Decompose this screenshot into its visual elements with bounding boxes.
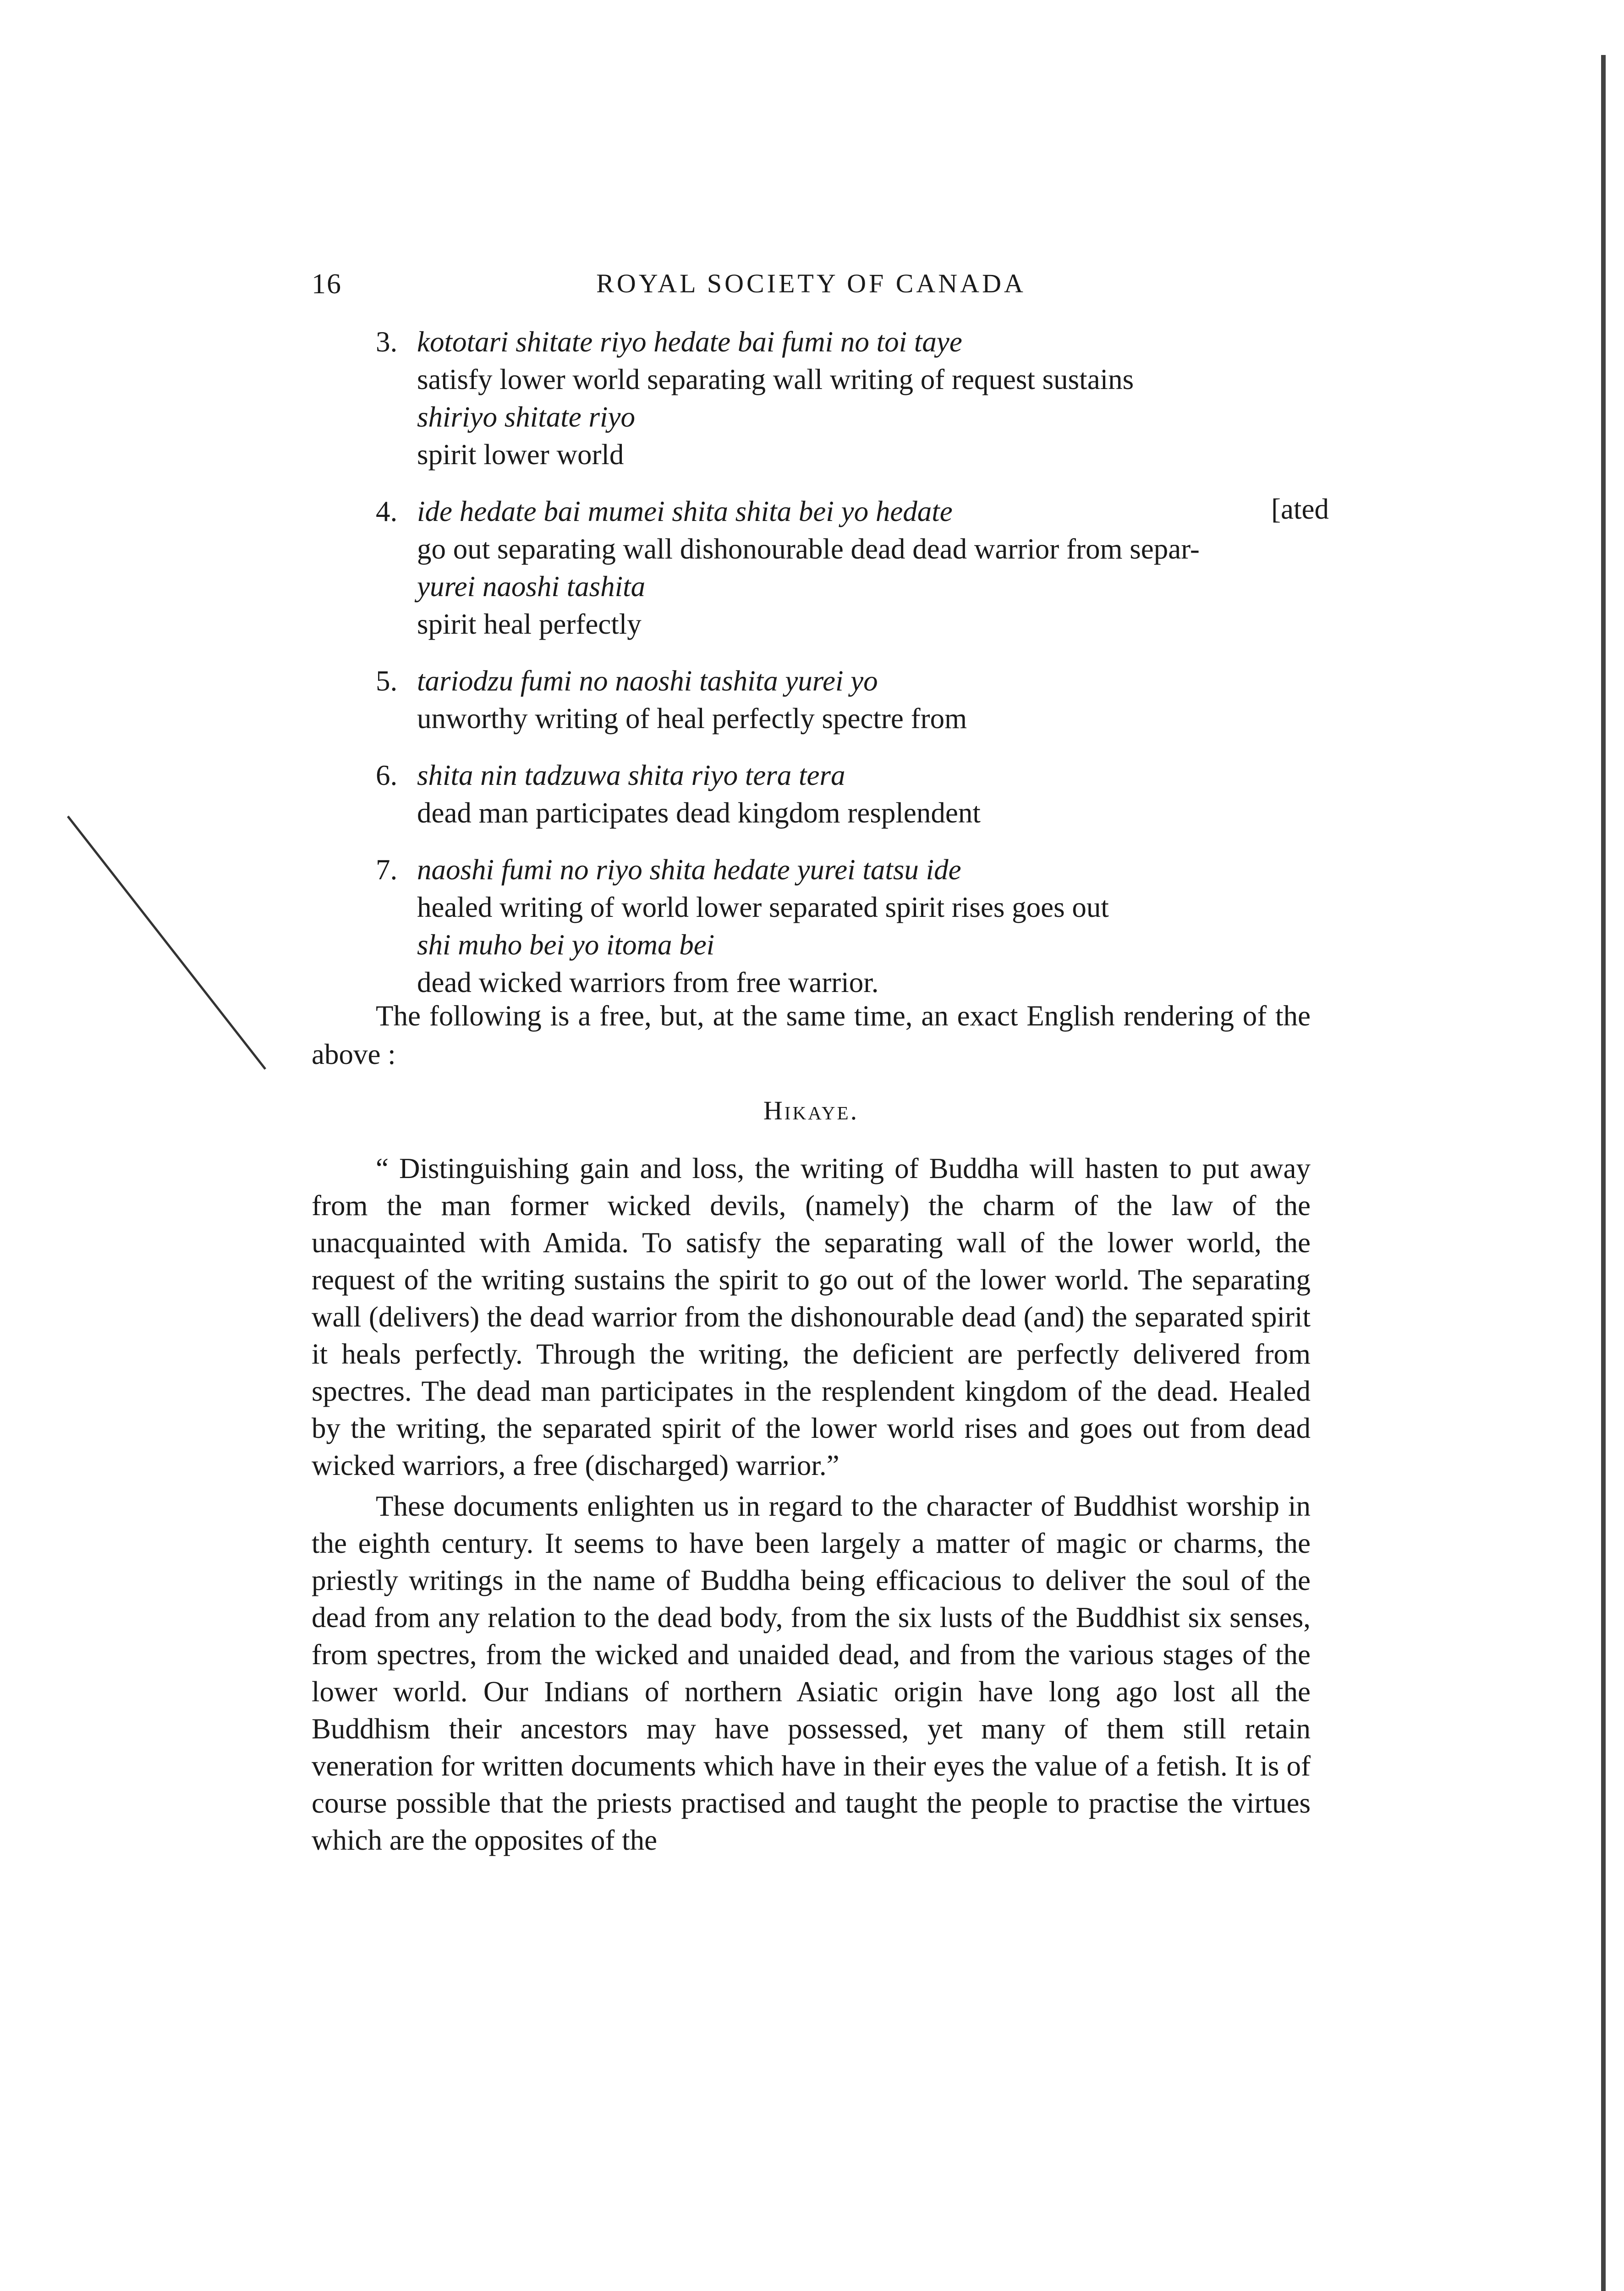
margin-note: [ated bbox=[1271, 493, 1329, 525]
paragraph-commentary: These documents enlighten us in regard to the character of Buddhist worship in the eighth century. It seems to have been largely a matter of magic or charms, the priestly writings in the name of Buddha being efficacious to deliver the soul of the dead from any relation to the dead body, from the six lusts of the Buddhist six senses, from spectres, from the wicked and unaided dead, and from the various stages of the lower world. Our Indians of northern Asiatic origin have long ago lost all the Buddhism their ancestors may have possessed, yet many of them still retain veneration for written documents which have in their eyes the value of a fetish. It is of course possible that the priests practised and taught the people to practise the virtues which are the opposites of the bbox=[312, 1490, 1311, 1856]
entry-line-text: tariodzu fumi no naoshi tashita yurei yo bbox=[417, 665, 878, 697]
scan-edge-line bbox=[1601, 55, 1606, 2291]
entry-line-translation: go out separating wall dishonourable dead dead warrior from separ- bbox=[417, 533, 1200, 565]
page-number: 16 bbox=[312, 269, 342, 300]
entry-number: 3. bbox=[376, 326, 398, 358]
entry-line-text: naoshi fumi no riyo shita hedate yurei tatsu ide bbox=[417, 854, 961, 886]
glossary-entries bbox=[376, 323, 1329, 1020]
entry-line-translation: dead wicked warriors from free warrior. bbox=[417, 966, 879, 998]
entry bbox=[376, 851, 1329, 1001]
entry-number: 7. bbox=[376, 854, 398, 886]
entry-number: 5. bbox=[376, 665, 398, 697]
entry-line-text: kototari shitate riyo hedate bai fumi no toi taye bbox=[417, 326, 962, 358]
entry-line-translation: spirit heal perfectly bbox=[417, 608, 642, 640]
entry bbox=[376, 323, 1329, 473]
entry-line bbox=[376, 756, 1329, 794]
scan-diagonal-mark bbox=[67, 816, 266, 1070]
entry-line bbox=[376, 493, 1329, 530]
entry bbox=[376, 756, 1329, 832]
entry-line-text: shita nin tadzuwa shita riyo tera tera bbox=[417, 759, 845, 791]
entry-line bbox=[376, 662, 1329, 700]
entry-number: 4. bbox=[376, 495, 398, 527]
entry-line bbox=[376, 323, 1329, 361]
entry bbox=[376, 662, 1329, 737]
page-header bbox=[312, 268, 1311, 305]
section-heading: Hikaye. bbox=[763, 1096, 859, 1125]
entry-line-text: ide hedate bai mumei shita shita bei yo hedate bbox=[417, 495, 953, 527]
entry-line-translation: spirit lower world bbox=[417, 438, 624, 471]
entry bbox=[376, 493, 1329, 643]
body-text bbox=[312, 1150, 1311, 1863]
entry-line bbox=[376, 851, 1329, 888]
entry-line-translation: unworthy writing of heal perfectly spectre from bbox=[417, 702, 967, 734]
entry-line-translation: dead man participates dead kingdom resplendent bbox=[417, 797, 981, 829]
entry-line-translation: healed writing of world lower separated spirit rises goes out bbox=[417, 891, 1109, 923]
entry-number: 6. bbox=[376, 759, 398, 791]
entry-line-translation: satisfy lower world separating wall writing of request sustains bbox=[417, 363, 1134, 395]
entry-line-transliteration: shiriyo shitate riyo bbox=[417, 401, 635, 433]
entry-line-transliteration: shi muho bei yo itoma bei bbox=[417, 929, 715, 961]
intro-paragraph: The following is a free, but, at the same time, an exact English rendering of the above : bbox=[312, 1000, 1311, 1070]
running-head: ROYAL SOCIETY OF CANADA bbox=[596, 269, 1026, 298]
paragraph-translation: “ Distinguishing gain and loss, the writing of Buddha will hasten to put away from the man former wicked devils, (namely) the charm of the law of the unacquainted with Amida. To satisfy the separating wall of the lower world, the request of the writing sustains the spirit to go out of the lower world. The separating wall (delivers) the dead warrior from the dishonourable dead (and) the separated spirit it heals perfectly. Through the writing, the deficient are perfectly delivered from spectres. The dead man participates in the resplendent kingdom of the dead. Healed by the writing, the separated spirit of the lower world rises and goes out from dead wicked warriors, a free (discharged) warrior.” bbox=[312, 1152, 1311, 1481]
entry-line-transliteration: yurei naoshi tashita bbox=[417, 570, 646, 603]
